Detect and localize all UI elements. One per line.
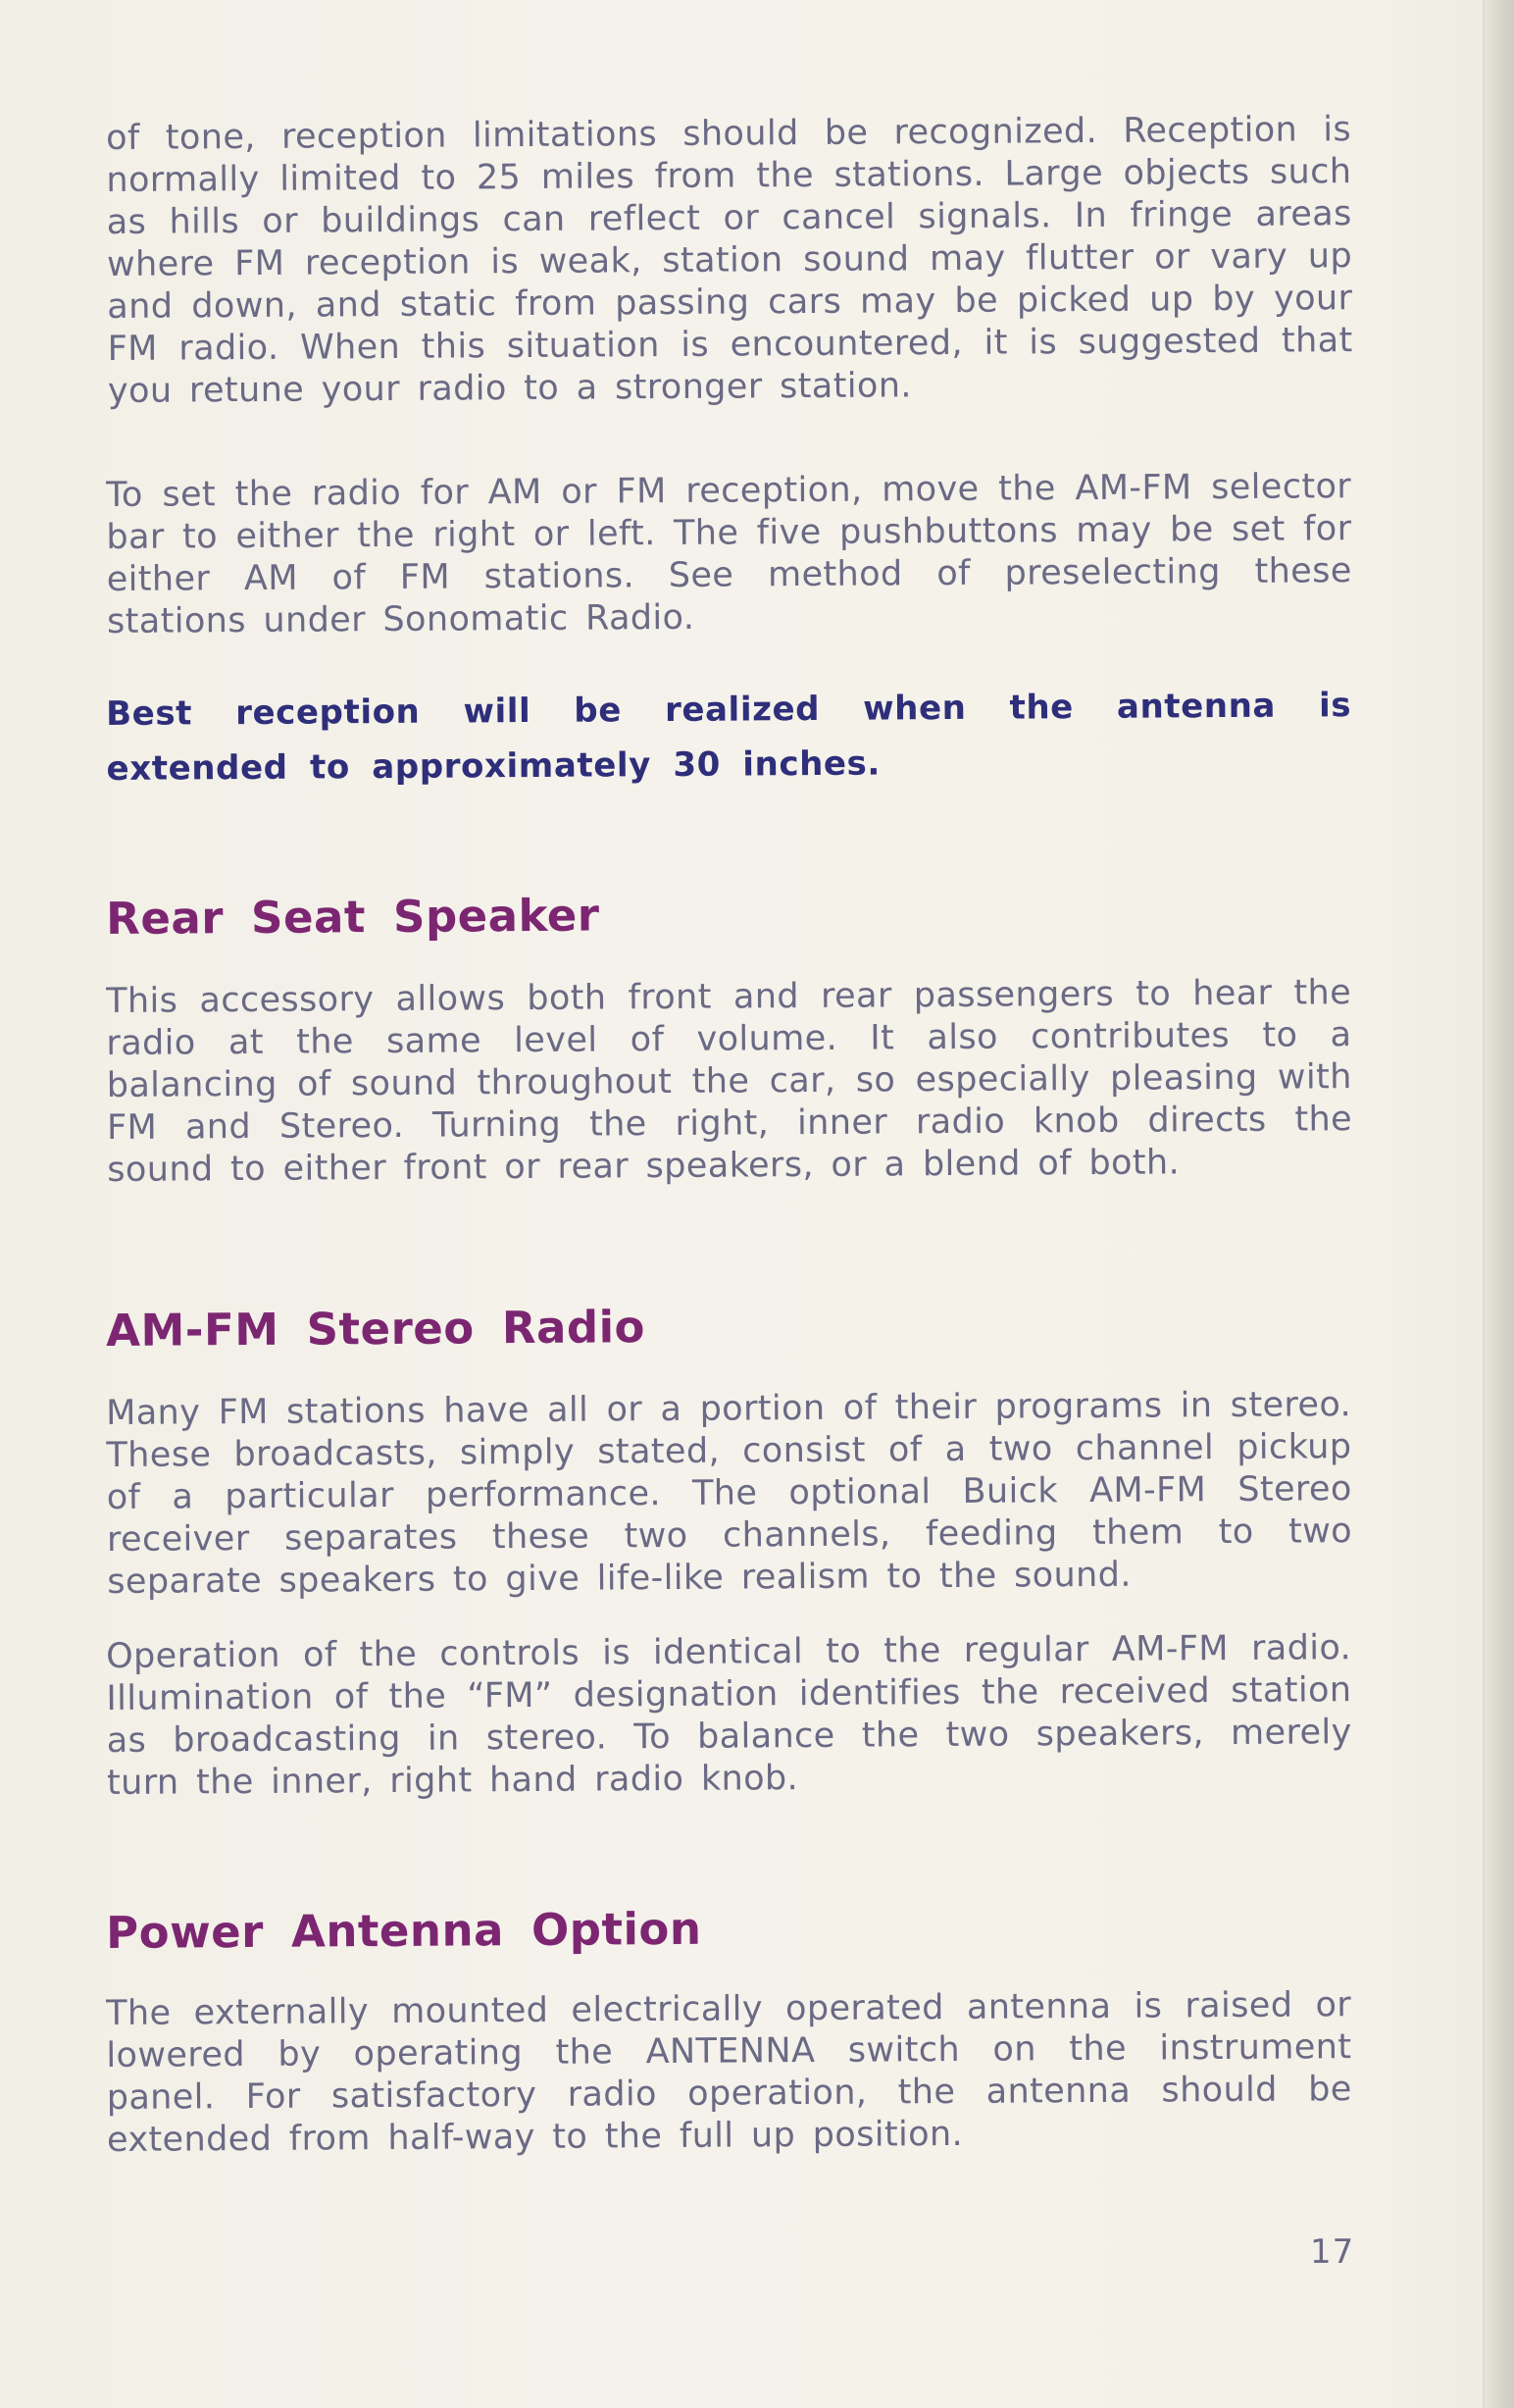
antenna-note: Best reception will be realized when the antenna is extended to approximately 30 inches.: [106, 686, 1352, 789]
power-antenna-body: [106, 1985, 1352, 2162]
page-number: 17: [1310, 2232, 1355, 2272]
rear-seat-speaker-paragraph: This accessory allows both front and rear passengers to hear the radio at the same level of volume. It also contributes to a balancing of sound throughout the car, so especially pleasing with FM and Stereo. Turning the right, inner radio knob directs the sound to either front or rear speakers, or a blend of both.: [106, 973, 1353, 1190]
power-antenna-section: [106, 1902, 1351, 1959]
power-antenna-heading: Power Antenna Option: [106, 1902, 702, 1959]
intro-section: [106, 110, 1353, 413]
am-fm-stereo-heading: AM-FM Stereo Radio: [106, 1301, 646, 1357]
am-fm-stereo-body-1: [106, 1385, 1353, 1604]
am-fm-stereo-section: [106, 1301, 1351, 1357]
rear-seat-speaker-body: [106, 973, 1353, 1192]
intro-section-2: [106, 467, 1352, 643]
am-fm-stereo-paragraph-1: Many FM stations have all or a portion of their programs in stereo. These broadcasts, simply stated, consist of a two channel pickup of a particular performance. The optional Buick AM-FM Stereo receiver separates these two channels, feeding them to two separate speakers to give life-like realism to the sound.: [106, 1385, 1353, 1602]
rear-seat-speaker-heading: Rear Seat Speaker: [106, 889, 600, 945]
intro-paragraph-1: of tone, reception limitations should be recognized. Reception is normally limited to 25 miles from the stations. Large objects such as hills or buildings can reflect or cancel signals. In fringe areas where FM reception is weak, station sound may flutter or vary up and down, and static from passing cars may be picked up by your FM radio. When this situation is encountered, it is suggested that you retune your radio to a stronger station.: [106, 110, 1353, 411]
power-antenna-paragraph: The externally mounted electrically operated antenna is raised or lowered by operating the ANTENNA switch on the instrument panel. For satisfactory radio operation, the antenna should be extended from half-way to the full up position.: [106, 1985, 1352, 2160]
intro-paragraph-2: To set the radio for AM or FM reception, move the AM-FM selector bar to either the right or left. The five pushbuttons may be set for either AM of FM stations. See method of preselecting these stations under Sonomatic Radio.: [106, 467, 1352, 641]
rear-seat-speaker-section: [106, 889, 1351, 945]
page-binding-edge: [1483, 0, 1514, 2408]
antenna-note-section: [106, 687, 1351, 796]
am-fm-stereo-paragraph-2: Operation of the controls is identical to the regular AM-FM radio. Illumination of the “FM” designation identifies the received station as broadcasting in stereo. To balance the two speakers, merely turn the inner, right hand radio knob.: [106, 1628, 1352, 1803]
am-fm-stereo-body-2: [106, 1628, 1352, 1805]
